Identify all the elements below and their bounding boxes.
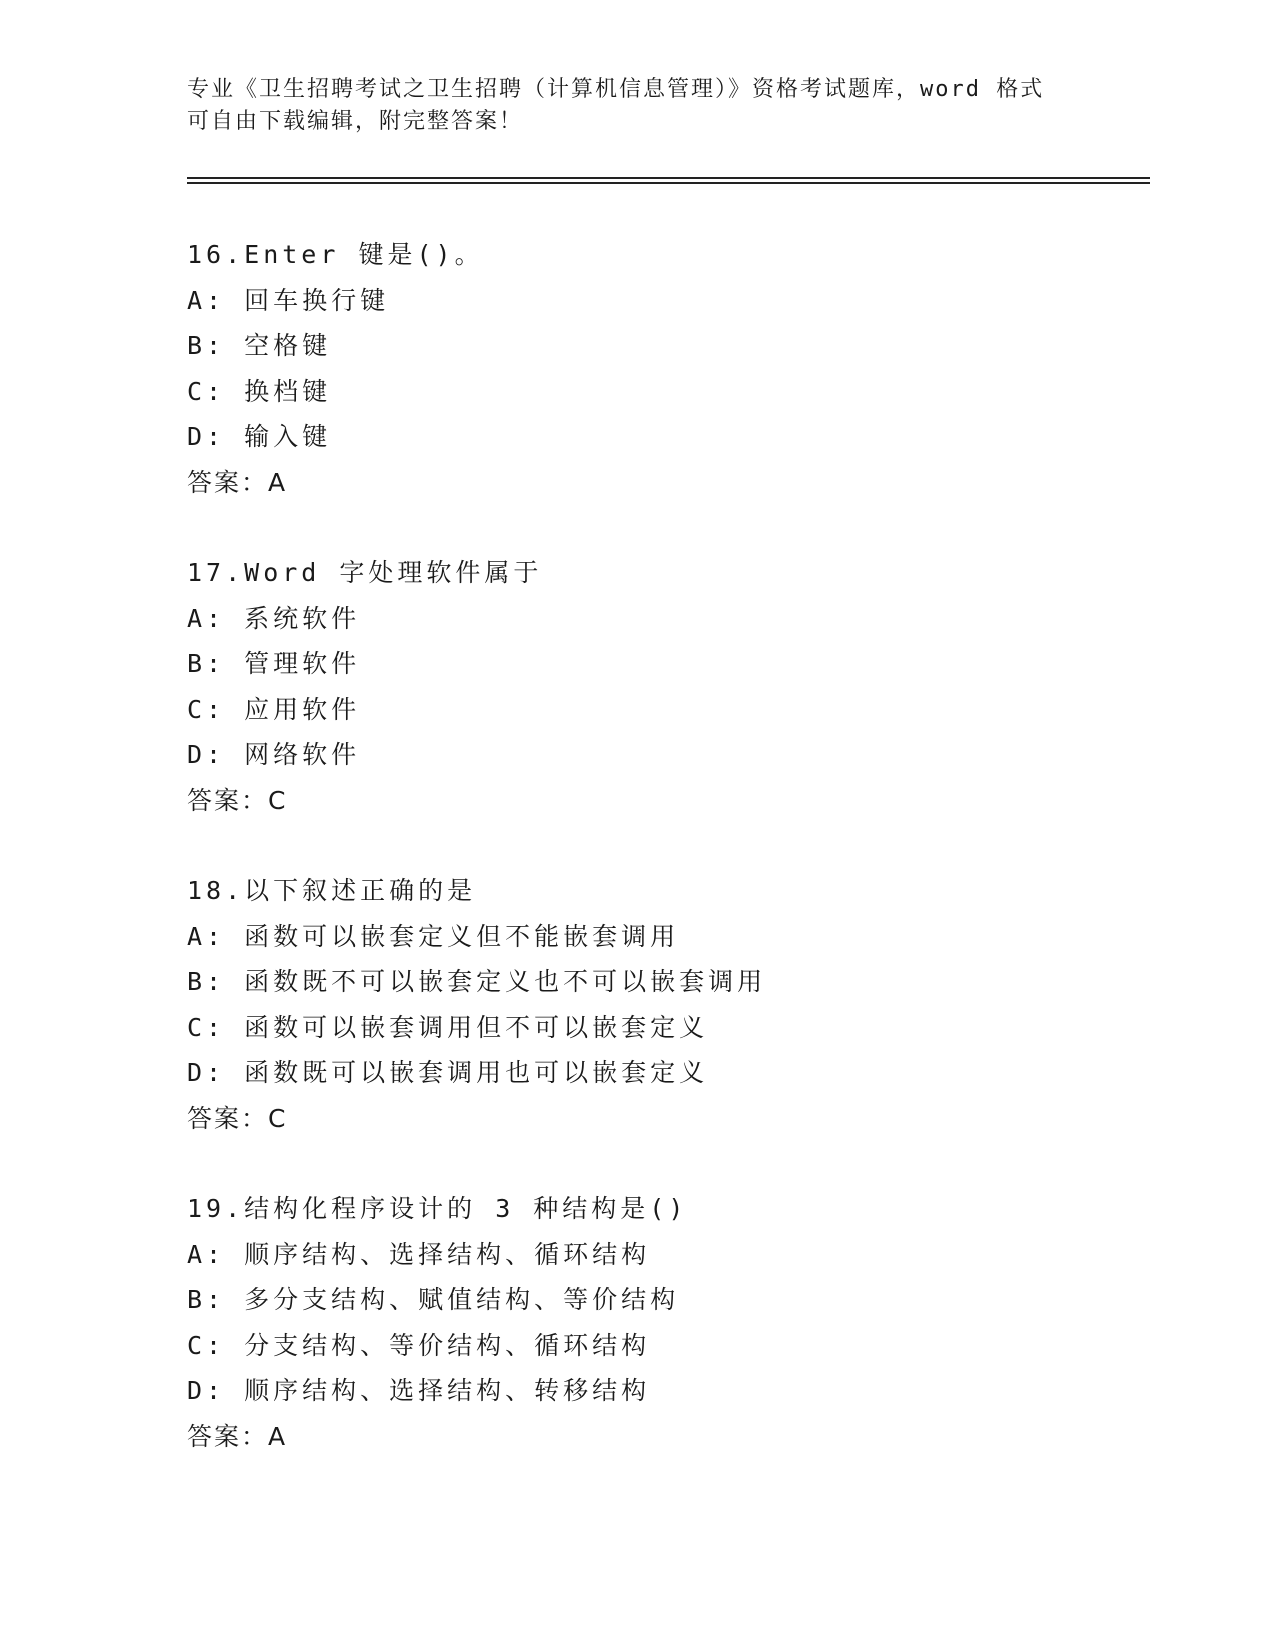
question-19 <box>187 1186 1087 1459</box>
document-header <box>187 74 1087 138</box>
question-stem: 17.Word 字处理软件属于 <box>187 558 543 587</box>
answer: 答案：C <box>187 785 288 815</box>
option-c: C: 应用软件 <box>187 694 361 724</box>
option-b: B: 管理软件 <box>187 649 361 678</box>
option-d: D: 网络软件 <box>187 740 361 769</box>
answer: 答案：A <box>187 1421 288 1451</box>
answer: 答案：C <box>187 1103 288 1133</box>
option-c: C: 分支结构、等价结构、循环结构 <box>187 1330 651 1360</box>
question-stem: 16.Enter 键是()。 <box>187 240 484 269</box>
option-b: B: 函数既不可以嵌套定义也不可以嵌套调用 <box>187 967 767 996</box>
question-18 <box>187 868 1087 1141</box>
question-stem: 19.结构化程序设计的 3 种结构是() <box>187 1194 688 1223</box>
header-divider-top <box>187 177 1150 179</box>
header-line-1: 专业《卫生招聘考试之卫生招聘（计算机信息管理）》资格考试题库，word 格式 <box>187 77 1045 102</box>
option-d: D: 函数既可以嵌套调用也可以嵌套定义 <box>187 1058 709 1087</box>
question-16 <box>187 232 1087 505</box>
option-b: B: 空格键 <box>187 331 332 360</box>
answer: 答案：A <box>187 467 288 497</box>
option-b: B: 多分支结构、赋值结构、等价结构 <box>187 1285 680 1314</box>
option-a: A: 函数可以嵌套定义但不能嵌套调用 <box>187 921 680 951</box>
option-c: C: 函数可以嵌套调用但不可以嵌套定义 <box>187 1012 709 1042</box>
header-divider-bottom <box>187 182 1150 184</box>
question-17 <box>187 550 1087 823</box>
option-a: A: 系统软件 <box>187 603 361 633</box>
option-d: D: 顺序结构、选择结构、转移结构 <box>187 1376 651 1405</box>
option-c: C: 换档键 <box>187 376 332 406</box>
option-d: D: 输入键 <box>187 422 332 451</box>
header-line-2: 可自由下载编辑，附完整答案！ <box>187 109 524 134</box>
question-stem: 18.以下叙述正确的是 <box>187 876 477 905</box>
option-a: A: 顺序结构、选择结构、循环结构 <box>187 1239 651 1269</box>
option-a: A: 回车换行键 <box>187 285 390 315</box>
